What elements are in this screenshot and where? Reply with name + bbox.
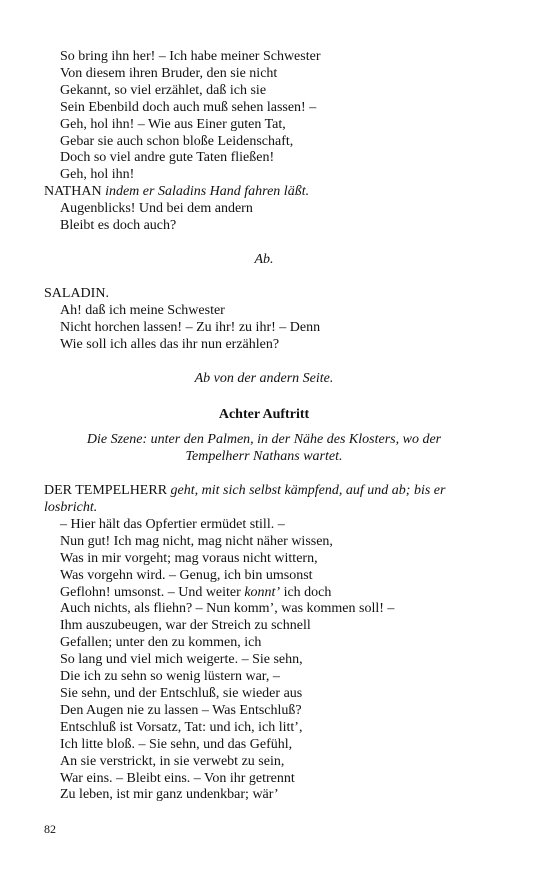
verse-line: So bring ihn her! – Ich habe meiner Schwester <box>60 49 321 64</box>
verse-line: Nicht horchen lassen! – Zu ihr! zu ihr! – Denn <box>60 319 321 335</box>
verse-line: Was vorgehn wird. – Genug, ich bin umsonst <box>60 567 313 583</box>
verse-block-opening <box>44 49 484 184</box>
verse-line: Augenblicks! Und bei dem andern <box>60 201 253 217</box>
page-body <box>44 49 484 804</box>
verse-line: Sie sehn, und der Entschluß, sie wieder aus <box>60 686 303 701</box>
scene-description: Die Szene: unter den Palmen, in der Nähe des Klosters, wo der Tempelherr Nathans wartet. <box>86 432 442 465</box>
speaker-heading-nathan <box>44 184 484 201</box>
verse-line: Den Augen nie zu lassen – Was Entschluß? <box>60 702 302 718</box>
speaker-heading-tempelherr <box>44 483 484 517</box>
verse-line: An sie verstrickt, in sie verwebt zu sein, <box>60 753 285 769</box>
verse-line: Bleibt es doch auch? <box>60 218 177 234</box>
verse-line: Zu leben, ist mir ganz undenkbar; wär’ <box>60 787 279 803</box>
verse-line-start: Geflohn! umsonst. – Und weiter <box>60 584 245 600</box>
verse-line <box>44 585 484 602</box>
verse-line: Nun gut! Ich mag nicht, mag nicht näher wissen, <box>60 533 333 549</box>
stage-direction: geht, mit sich selbst kämpfend, auf und ab; bis er losbricht. <box>44 483 446 516</box>
verse-line-end: ich doch <box>280 584 332 600</box>
speaker-name: DER TEMPELHERR <box>44 483 168 499</box>
verse-line: Gekannt, so viel erzählet, daß ich sie <box>60 82 267 98</box>
verse-line: Sein Ebenbild doch auch muß sehen lassen! – <box>60 99 317 115</box>
exit-direction: Ab von der andern Seite. <box>194 370 334 386</box>
stage-direction: indem er Saladins Hand fahren läßt. <box>105 184 310 200</box>
verse-line: Auch nichts, als fliehn? – Nun komm’, was kommen soll! – <box>60 601 395 617</box>
verse-line: Geh, hol ihn! <box>60 167 135 183</box>
speaker-name: SALADIN. <box>44 285 109 301</box>
verse-line: Ich litte bloß. – Sie sehn, und das Gefühl, <box>60 736 293 752</box>
verse-line: Wie soll ich alles das ihr nun erzählen? <box>60 336 280 352</box>
exit-direction: Ab. <box>254 251 274 267</box>
verse-line: Doch so viel andre gute Taten fließen! <box>60 150 275 166</box>
speaker-name: NATHAN <box>44 184 102 200</box>
verse-line: Gebar sie auch schon bloße Leidenschaft, <box>60 133 294 149</box>
verse-line: So lang und viel mich weigerte. – Sie sehn, <box>60 652 303 668</box>
verse-line: Ah! daß ich meine Schwester <box>60 302 225 318</box>
emphasis: konnt’ <box>244 584 281 600</box>
verse-line: Von diesem ihren Bruder, den sie nicht <box>60 65 278 81</box>
scene-title: Achter Auftritt <box>218 407 310 423</box>
verse-line: Was in mir vorgeht; mag voraus nicht wittern, <box>60 550 318 566</box>
verse-line: Geh, hol ihn! – Wie aus Einer guten Tat, <box>60 116 286 132</box>
page-number: 82 <box>44 822 56 836</box>
verse-line: Gefallen; unter den zu kommen, ich <box>60 635 262 651</box>
verse-line: Entschluß ist Vorsatz, Tat: und ich, ich litt’, <box>60 719 303 735</box>
verse-line: Die ich zu sehn so wenig lüstern war, – <box>60 669 280 685</box>
speaker-heading-saladin <box>44 286 484 303</box>
verse-line: – Hier hält das Opfertier ermüdet still. – <box>60 516 285 532</box>
verse-line: Ihm auszubeugen, war der Streich zu schnell <box>60 618 311 634</box>
verse-line: War eins. – Bleibt eins. – Von ihr getrennt <box>60 770 295 786</box>
